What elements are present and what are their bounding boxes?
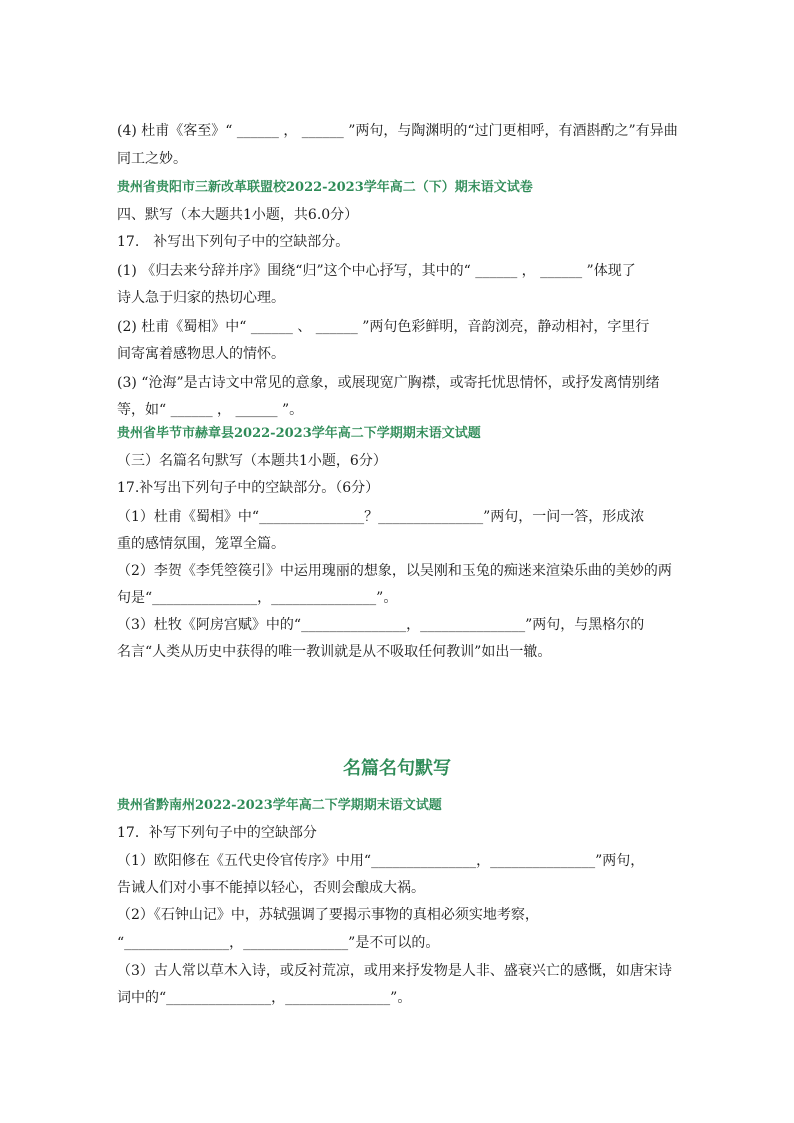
s2-line: （3）杜牧《阿房宫赋》中的“_______________，_______________”两句，与黑格尔的 bbox=[117, 617, 645, 633]
s3-line: “_______________，_______________”是不可以的。 bbox=[117, 935, 440, 951]
s2-line: （2）李贺《李凭箜篌引》中运用瑰丽的想象，以吴刚和玉兔的痴迷来渲染乐曲的美妙的两 bbox=[117, 563, 672, 579]
s1-line: 17. 补写出下列句子中的空缺部分。 bbox=[117, 234, 350, 250]
s3-line: （1）欧阳修在《五代史伶官传序》中用“_______________，_______________”两句， bbox=[117, 853, 645, 869]
s1-line: (3) “沧海”是古诗文中常见的意象，或展现宽广胸襟，或寄托忧思情怀，或抒发离情别绪 bbox=[117, 375, 660, 391]
section-heading: 名篇名句默写 bbox=[343, 758, 451, 779]
s3-line: （2）《石钟山记》中，苏轼强调了要揭示事物的真相必须实地考察， bbox=[117, 907, 539, 923]
s3-line: 词中的“_______________，_______________”。 bbox=[117, 990, 412, 1006]
s1-line: 间寄寓着感物思人的情怀。 bbox=[117, 346, 285, 362]
s3-line: （3）古人常以草木入诗，或反衬荒凉，或用来抒发物是人非、盛衰兴亡的感慨，如唐宋诗 bbox=[117, 963, 672, 979]
s2-line: （1）杜甫《蜀相》中“_______________？_______________”两句，一问一答，形成浓 bbox=[117, 509, 645, 525]
source-title-3: 贵州省黔南州2022-2023学年高二下学期期末语文试题 bbox=[117, 798, 442, 813]
q4-line-1: (4) 杜甫《客至》“ ______ ， ______ ”两句，与陶渊明的“过门更相呼，有酒斟酌之”有异曲 bbox=[117, 123, 678, 139]
s2-line: 17.补写出下列句子中的空缺部分。（6分） bbox=[117, 480, 380, 496]
s2-line: 名言“人类从历史中获得的唯一教训就是从不吸取任何教训”如出一辙。 bbox=[117, 644, 552, 660]
s1-line: 等，如“ ______ ， ______ ”。 bbox=[117, 402, 304, 418]
s1-line: (1) 《归去来兮辞并序》围绕“归”这个中心抒写，其中的“ ______ ， ______ ”体现了 bbox=[117, 263, 636, 279]
s2-line: 重的感情氛围，笼罩全篇。 bbox=[117, 536, 285, 552]
source-title-1: 贵州省贵阳市三新改革联盟校2022-2023学年高二（下）期末语文试卷 bbox=[117, 180, 533, 195]
s1-line: 四、默写（本大题共1小题，共6.0分） bbox=[117, 207, 359, 223]
s1-line: (2) 杜甫《蜀相》中“ ______ 、 ______ ”两句色彩鲜明，音韵浏亮，静动相衬，字里行 bbox=[117, 319, 650, 335]
s3-line: 告诫人们对小事不能掉以轻心，否则会酿成大祸。 bbox=[117, 880, 425, 896]
s3-line: 17．补写下列句子中的空缺部分 bbox=[117, 825, 317, 841]
s2-line: 句是“_______________，_______________”。 bbox=[117, 590, 398, 606]
q4-line-2: 同工之妙。 bbox=[117, 151, 187, 167]
s1-line: 诗人急于归家的热切心理。 bbox=[117, 290, 285, 306]
s2-line: （三）名篇名句默写（本题共1小题，6分） bbox=[117, 453, 387, 469]
source-title-2: 贵州省毕节市赫章县2022-2023学年高二下学期期末语文试题 bbox=[117, 426, 481, 441]
